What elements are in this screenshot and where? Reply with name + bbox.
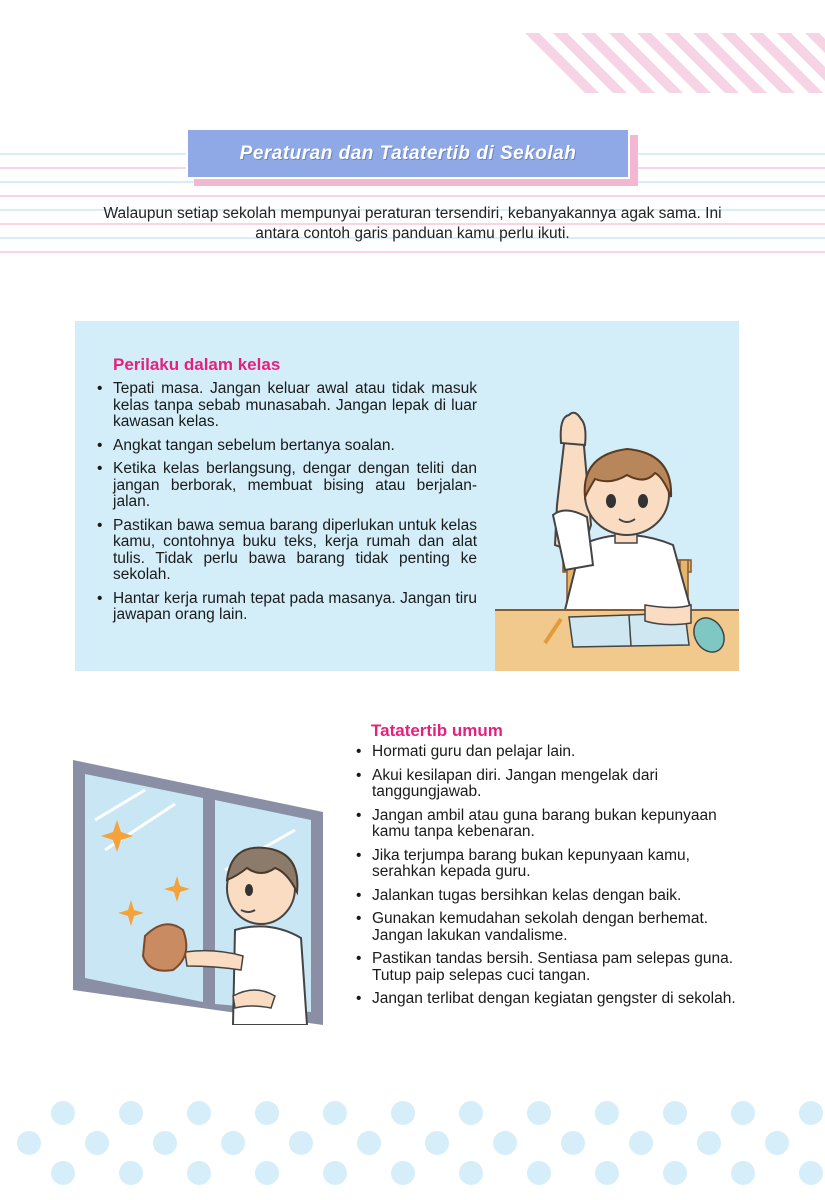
list-item — [356, 744, 746, 761]
list-item — [97, 518, 477, 584]
bullet: • — [356, 846, 362, 864]
list-item — [97, 381, 477, 431]
section2-heading: Tatatertib umum — [371, 721, 503, 740]
list-item-text: Pastikan bawa semua barang diperlukan untuk kelas kamu, contohnya buku teks, kerja rumah dan alat tulis. Tidak perlu bawa barang tidak penting ke sekolah. — [113, 516, 477, 583]
list-item-text: Angkat tangan sebelum bertanya soalan. — [113, 436, 395, 454]
list-item-text: Ketika kelas berlangsung, dengar dengan teliti dan jangan berborak, membuat bising atau berjalan-jalan. — [113, 460, 477, 510]
list-item-text: Jika terjumpa barang bukan kepunyaan kamu, serahkan kepada guru. — [372, 846, 690, 880]
list-item — [97, 461, 477, 511]
section1-heading: Perilaku dalam kelas — [113, 355, 281, 374]
section1-list — [97, 381, 477, 631]
list-item-text: Tepati masa. Jangan keluar awal atau tidak masuk kelas tanpa sebab munasabah. Jangan lepak di luar kawasan kelas. — [113, 380, 477, 430]
list-item — [356, 888, 746, 905]
list-item — [356, 951, 746, 984]
student-raising-hand-illustration — [495, 405, 739, 671]
list-item-text: Gunakan kemudahan sekolah dengan berhemat. Jangan lakukan vandalisme. — [372, 910, 709, 944]
bullet: • — [356, 743, 362, 760]
list-item — [356, 808, 746, 841]
list-item — [97, 591, 477, 624]
list-item-text: Hormati guru dan pelajar lain. — [372, 743, 576, 760]
list-item-text: Jangan terlibat dengan kegiatan gengster di sekolah. — [372, 990, 736, 1007]
bullet: • — [97, 516, 103, 534]
list-item — [356, 768, 746, 801]
bullet: • — [356, 806, 362, 824]
bullet: • — [97, 436, 103, 454]
title-box — [186, 128, 630, 179]
list-item-text: Pastikan tandas bersih. Sentiasa pam selepas guna. Tutup paip selepas cuci tangan. — [372, 950, 734, 984]
intro-text: Walaupun setiap sekolah mempunyai peraturan tersendiri, kebanyakannya agak sama. Ini antara contoh garis panduan kamu perlu ikuti. — [103, 205, 722, 242]
bullet: • — [97, 380, 103, 397]
bullet: • — [356, 766, 362, 784]
list-item-text: Jangan ambil atau guna barang bukan kepunyaan kamu tanpa kebenaran. — [372, 806, 717, 840]
decorative-dots — [0, 1095, 825, 1200]
section2-list — [356, 744, 746, 1015]
list-item — [97, 438, 477, 455]
list-item-text: Hantar kerja rumah tepat pada masanya. Jangan tiru jawapan orang lain. — [113, 589, 477, 623]
list-item-text: Jalankan tugas bersihkan kelas dengan baik. — [372, 886, 682, 904]
list-item — [356, 991, 746, 1008]
title-banner — [186, 128, 638, 186]
bullet: • — [356, 910, 362, 927]
bullet: • — [97, 589, 103, 607]
page-title: Peraturan dan Tatatertib di Sekolah — [239, 142, 577, 164]
bullet: • — [97, 460, 103, 477]
list-item-text: Akui kesilapan diri. Jangan mengelak dari tanggungjawab. — [372, 766, 659, 800]
bullet: • — [356, 950, 362, 967]
student-cleaning-window-illustration — [65, 760, 330, 1025]
decorative-stripes — [525, 33, 825, 93]
bullet: • — [356, 990, 362, 1007]
list-item — [356, 848, 746, 881]
list-item — [356, 911, 746, 944]
bullet: • — [356, 886, 362, 904]
